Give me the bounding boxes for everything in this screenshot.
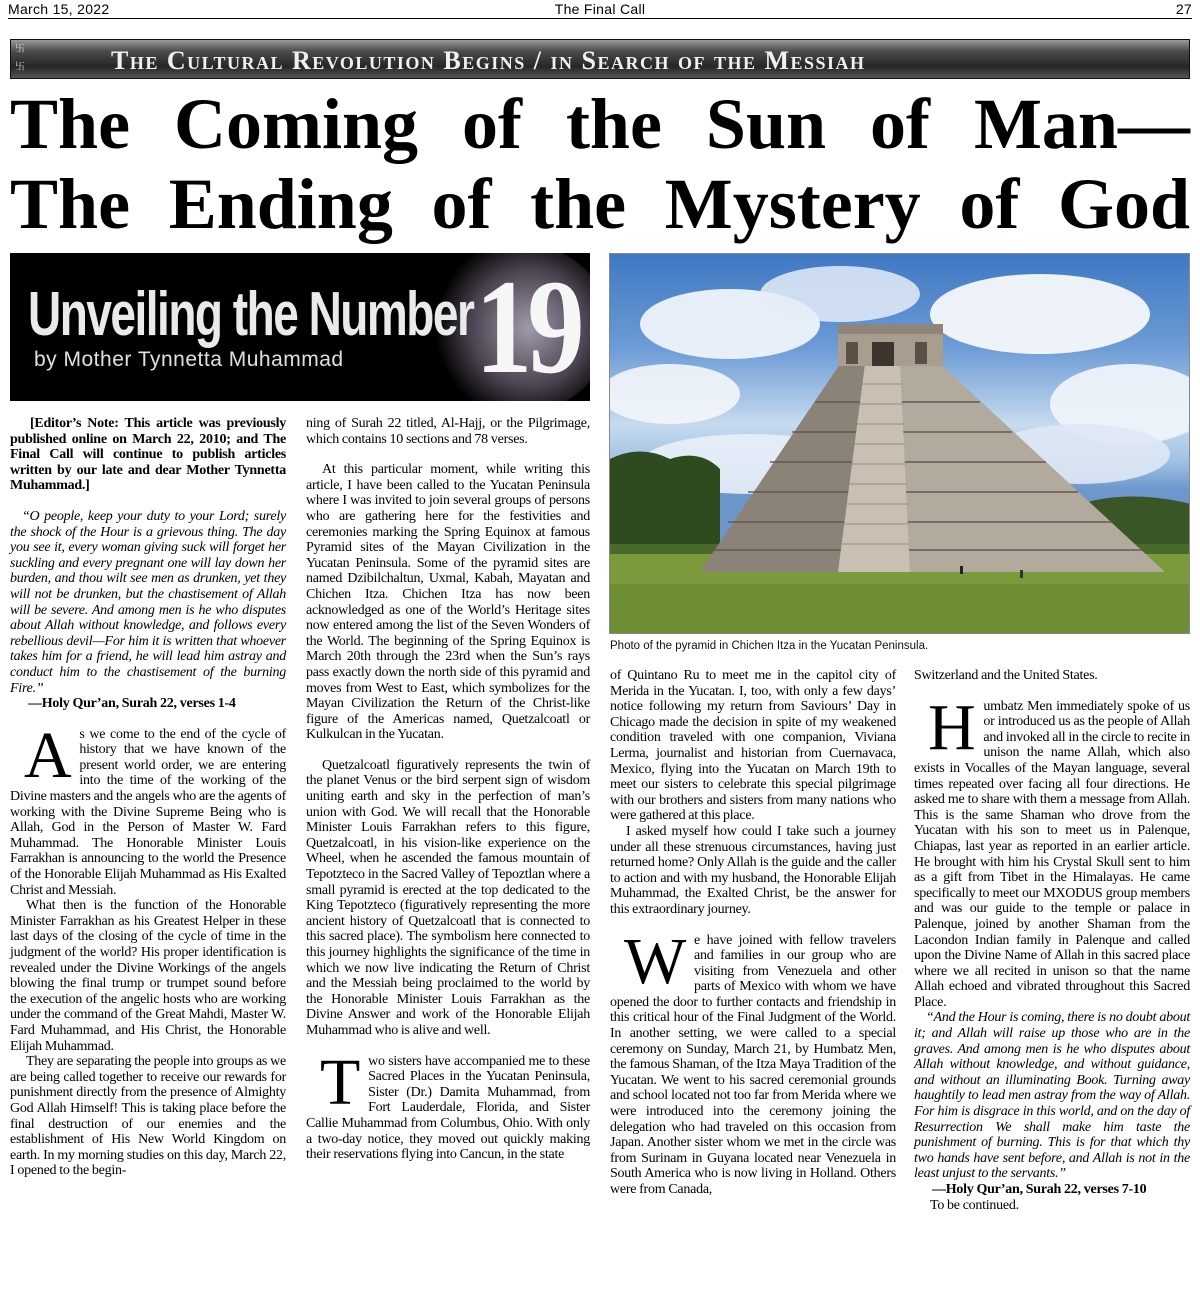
paragraph: Quetzalcoatl figuratively represents the twin of the planet Venus or the bird serpent sign of wisdom uniting earth and sky in the perfection of man’s union with God. We will recall that the Honorable Minister Louis Farrakhan refers to this figure, Quetzalcoatl, in his vision-like experience on the Wheel, when he ascended the famous mountain of Tepotzteco in the Sacred Valley of Tepoztlan where a small pyramid is erected at the top dedicated to the King Tepotzteco (figuratively representing the more ancient history of Quetzalcoatl that is connected to this sacred place). The symbolism here connected to this journey highlights the significance of the time in which we now live indicating the Return of Christ and the Messiah being proclaimed to the world by the Honorable Minister Louis Farrakhan as the Divine Answer and work of the Honorable Elijah Muhammad who is alive and well. <box>306 757 590 1038</box>
column-logo-number: 19 <box>475 253 580 401</box>
opening-quote: “O people, keep your duty to your Lord; surely the shock of the Hour is a grievous thing. The day you see it, every woman giving suck will forget her suckling and every pregnant one will lay down her burden, and thou wilt see men as drunken, yet they will not be drunken, but the chastisement of Allah will be severe. And among men is he who disputes about Allah without knowledge, and follows every rebellious devil—For him it is written that whoever takes him for a friend, he will lead him astray and conduct him to the chastisement of the burning Fire.” <box>10 508 286 696</box>
publication-name: The Final Call <box>554 1 646 17</box>
column-logo <box>10 253 590 401</box>
headline-line-2: The Ending of the Mystery of God <box>10 164 1190 244</box>
article-column-3 <box>610 668 896 1198</box>
paragraph: As we come to the end of the cycle of history that we have known of the present world order, we are entering into the time of the working of the Divine masters and the angels who are the agents of working with the Divine Supreme Being who is Allah, God in the Person of Master W. Fard Muhammad. The Honorable Minister Louis Farrakhan is announcing to the world the Presence of the Honorable Elijah Muhammad as His Exalted Christ and Messiah. <box>10 718 286 898</box>
paragraph: of Quintano Ru to meet me in the capitol city of Merida in the Yucatan. I, too, with only a few days’ notice following my return from Saviours’ Day in Chicago made the decision in spite of my weakened condition traveled with one companion, Viviana Lerma, journalist and historian from Cuernavaca, Mexico, flying into the Yucatan on March 19th to meet our sisters to celebrate this special pilgrimage with our brothers and sisters from many nations who were gathered at this place. <box>610 668 896 824</box>
photo-caption: Photo of the pyramid in Chichen Itza in the Yucatan Peninsula. <box>610 640 929 652</box>
banner-ornament-icon: 卐 <box>15 62 25 73</box>
pyramid-photo <box>609 253 1190 634</box>
paragraph: Switzerland and the United States. <box>914 668 1098 683</box>
drop-cap: T <box>320 1045 361 1119</box>
paragraph: At this particular moment, while writing this article, I have been called to the Yucatan Peninsula where I was invited to join several groups of persons who are gathering here for the festivities and ceremonies marking the Spring Equinox at famous Pyramid sites of the Mayan Civilization in the Yucatan Peninsula. Some of the pyramid sites are named Dzibilchaltun, Uxmal, Kabah, Mayatan and Chichen Itza. Chichen Itza has now been acknowledged as one of the World’s Heritage sites now entered among the list of the Seven Wonders of the World. The beginning of the Spring Equinox is March 20th through the 23rd when the Sun’s rays pass exactly down the north side of this pyramid and moves from West to East, which symbolizes for the Mayan Civilization the Return of the Christ-like figure of the Americas named, Quetzalcoatl or Kulkulcan in the Yucatan. <box>306 462 590 743</box>
article-headline <box>10 84 1190 244</box>
pyramid-illustration <box>610 254 1190 634</box>
drop-cap: A <box>24 718 72 792</box>
paragraph: We have joined with fellow travelers and families in our group who are visiting from Venezuela and other parts of Mexico with whom we have opened the door to further contacts and friendship in this critical hour of the Final Judgment of the World. In another setting, we were called to a special ceremony on Sunday, March 21, by Humbatz Men, the famous Shaman, of the Itza Maya Tradition of the Yucatan. We went to his sacred ceremonial grounds and school located not too far from Merida where we were introduced into the ceremony joining the delegation who had traveled on this occasion from Japan. Another sister whom we met in the circle was from Surinam in Guyana located near Venezuela in South America who is now living in Holland. Others were from Canada, <box>610 924 896 1197</box>
drop-cap: H <box>928 690 976 764</box>
page-number: 27 <box>1175 1 1192 17</box>
paragraph: What then is the function of the Honorable Minister Farrakhan as his Greatest Helper in these last days of the closing of the cycle of time in the judgment of the world? His proper identification is revealed under the Divine Workings of the angels blowing the final trump or trumpet sound before the execution of the angelic hosts who are working under the command of the Great Mahdi, Master W. Fard Muhammad, and His Christ, the Honorable Elijah Muhammad. <box>10 898 286 1054</box>
paragraph: Humbatz Men immediately spoke of us or introduced us as the people of Allah and invoked all in the circle to recite in unison the name Allah, which also exists in Vocalles of the Mayan language, several times repeated over facing all four directions. He asked me to share with them a message from Allah. This is the same Shaman who drove from the Yucatan with his son to meet us in Palenque, Chiapas, last year as reported in an earlier article. He brought with him his Crystal Skull sent to him as a gift from Tibet in the Himalayas. He came specifically to meet our MXODUS group members and was our guide to the temple or palace in Palenque, joined by another Shaman from the Lacondon Indian family in Palenque and called upon the Divine Name of Allah in this sacred place where we all recited in unison so that the name Allah echoed and vibrated throughout this Sacred Place. <box>914 690 1190 1010</box>
section-banner <box>10 39 1190 79</box>
column-logo-byline: by Mother Tynnetta Muhammad <box>34 348 344 371</box>
page-header <box>8 0 1192 19</box>
article-column-4 <box>914 668 1190 1213</box>
article-column-2 <box>306 416 590 1163</box>
paragraph: I asked myself how could I take such a journey under all these strenuous circumstances, having just returned home? Only Allah is the guide and the caller to action and with my husband, the Honorable Elijah Muhammad, the Exalted Christ, be the answer for this extraordinary journey. <box>610 823 896 917</box>
banner-ornament-icon: 卐 <box>15 44 25 55</box>
quote-source: —Holy Qur’an, Surah 22, verses 7-10 <box>932 1182 1147 1197</box>
paragraph: They are separating the people into groups as we are being called together to receive our rewards for punishment directly from the presence of Almighty God Allah Himself! This is taking place before the final destruction of our enemies and the establishment of His New World Kingdom on earth. In my morning studies on this day, March 22, I opened to the begin- <box>10 1054 286 1179</box>
paragraph: ning of Surah 22 titled, Al-Hajj, or the Pilgrimage, which contains 10 sections and 78 verses. <box>306 416 590 447</box>
drop-cap: W <box>624 924 687 998</box>
article-column-1 <box>10 416 286 1179</box>
quote-source: —Holy Qur’an, Surah 22, verses 1-4 <box>28 696 236 712</box>
editors-note: [Editor’s Note: This article was previously published online on March 22, 2010; and The Final Call will continue to publish articles written by our late and dear Mother Tynnetta Muhammad.] <box>10 416 286 494</box>
column-logo-title: Unveiling the Number <box>28 278 474 349</box>
closing-quote: “And the Hour is coming, there is no doubt about it; and Allah will raise up those who are in the graves. And among men is he who disputes about Allah without knowledge, and without guidance, and without an illuminating Book. Turning away haughtily to lead men astray from the way of Allah. For him is disgrace in this world, and on the day of Resurrection We shall make him taste the punishment of burning. This is for that which thy two hands have sent before, and Allah is not in the least unjust to the servants.” <box>914 1010 1190 1182</box>
headline-line-1: The Coming of the Sun of Man— <box>10 84 1190 164</box>
issue-date: March 15, 2022 <box>8 1 110 17</box>
to-be-continued: To be continued. <box>930 1197 1019 1213</box>
paragraph: Two sisters have accompanied me to these Sacred Places in the Yucatan Peninsula, Sister (Dr.) Damita Muhammad, from Fort Lauderdale, Florida, and Sister Callie Muhammad from Columbus, Ohio. With only a two-day notice, they moved out quickly making their reservations flying into Cancun, in the state <box>306 1045 590 1163</box>
banner-kicker: The Cultural Revolution Begins / in Search of the Messiah <box>111 46 866 75</box>
